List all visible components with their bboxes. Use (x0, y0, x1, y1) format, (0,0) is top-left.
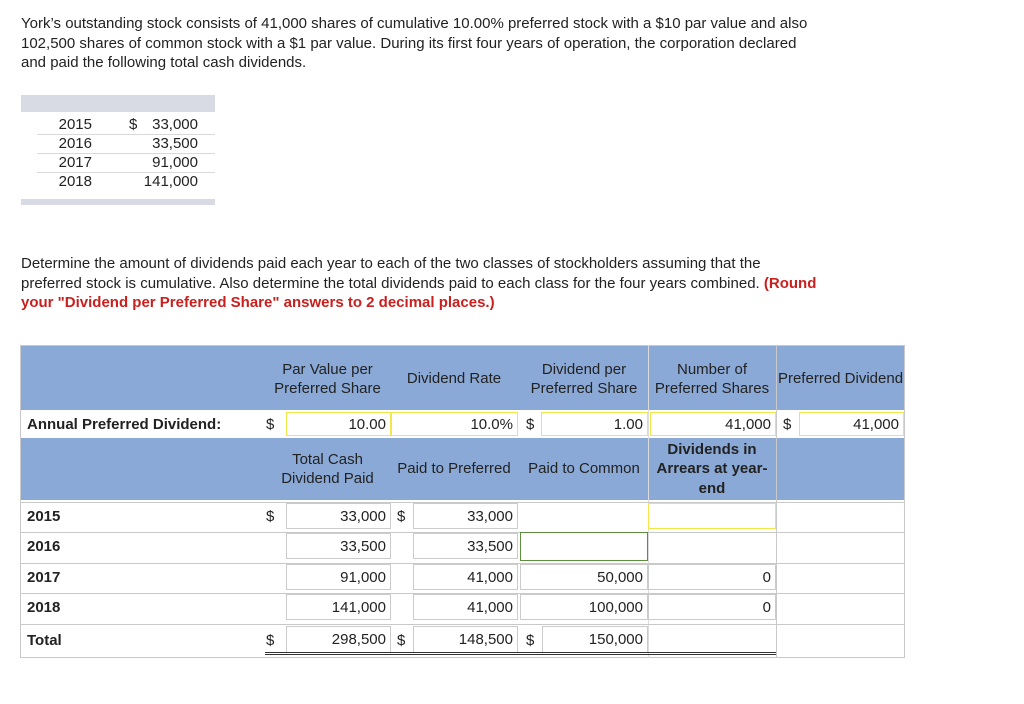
currency-sign: $ (266, 631, 275, 649)
schedule-amount: 91,000 (152, 154, 198, 171)
currency-sign: $ (526, 415, 535, 433)
schedule-year: 2015 (58, 116, 92, 133)
currency-sign: $ (526, 631, 535, 649)
paid-common-input-2018[interactable]: 100,000 (520, 594, 648, 620)
par-value-input[interactable]: 10.00 (286, 412, 391, 436)
schedule-amount: 33,000 (152, 116, 198, 133)
paid-common-input-2016[interactable] (520, 532, 648, 561)
schedule-row (21, 172, 215, 191)
arrears-input-2015[interactable] (648, 503, 776, 529)
row-label-2018: 2018 (27, 599, 61, 616)
total-cash-input-2016[interactable]: 33,500 (286, 533, 391, 559)
row-label-total: Total (27, 631, 62, 649)
schedule-footer-bar (21, 199, 215, 205)
paid-common-total[interactable]: 150,000 (542, 626, 648, 652)
col-paid-common-header: Paid to Common (528, 460, 640, 478)
paid-preferred-input-2015[interactable]: 33,000 (413, 503, 518, 529)
col-dividend-per-share-header: Dividend per Preferred Share (530, 360, 638, 397)
col-pref-dividend-header: Preferred Dividend (777, 370, 904, 388)
schedule-row (21, 134, 215, 153)
schedule-year: 2018 (58, 173, 92, 190)
paid-preferred-input-2018[interactable]: 41,000 (413, 594, 518, 620)
dividend-schedule (21, 95, 215, 205)
schedule-row (21, 153, 215, 172)
paid-common-input-2017[interactable]: 50,000 (520, 564, 648, 590)
instructions (21, 254, 821, 313)
paid-preferred-input-2016[interactable]: 33,500 (413, 533, 518, 559)
total-cash-total[interactable]: 298,500 (286, 626, 391, 652)
intro-text: York’s outstanding stock consists of 41,000 shares of cumulative 10.00% preferred stock with a $10 par value and also 102,500 shares of common stock with a $1 par value. During its first four years of operation, the corporation declared and paid the following total cash dividends. (21, 15, 808, 71)
total-cash-input-2018[interactable]: 141,000 (286, 594, 391, 620)
row-label-2017: 2017 (27, 569, 61, 586)
currency-sign: $ (397, 508, 406, 525)
col-paid-preferred-header: Paid to Preferred (397, 460, 511, 478)
arrears-input-2017[interactable]: 0 (648, 564, 776, 590)
rounding-note: (Round your "Dividend per Preferred Share" answers to 2 decimal places.) (21, 274, 817, 311)
col-total-cash-header: Total Cash Dividend Paid (281, 450, 374, 487)
col-arrears-header: Dividends in Arrears at year-end (656, 440, 768, 497)
schedule-currency: $ (129, 116, 138, 133)
annual-dividend-label: Annual Preferred Dividend: (27, 415, 222, 433)
arrears-input-2018[interactable]: 0 (648, 594, 776, 620)
dividend-worksheet (20, 345, 905, 658)
dividend-rate-input[interactable]: 10.0% (391, 412, 518, 436)
currency-sign: $ (397, 631, 406, 649)
paid-preferred-input-2017[interactable]: 41,000 (413, 564, 518, 590)
paid-preferred-total[interactable]: 148,500 (413, 626, 518, 652)
currency-sign: $ (783, 415, 792, 433)
double-underline (265, 652, 776, 655)
total-cash-input-2015[interactable]: 33,000 (286, 503, 391, 529)
preferred-dividend-input[interactable]: 41,000 (799, 412, 904, 436)
schedule-header-bar (21, 95, 215, 112)
schedule-row (21, 115, 215, 134)
schedule-year: 2016 (58, 135, 92, 152)
col-par-value-header: Par Value per Preferred Share (274, 360, 381, 397)
schedule-year: 2017 (58, 154, 92, 171)
instructions-text: Determine the amount of dividends paid each year to each of the two classes of stockholders assuming that the preferred stock is cumulative. Also determine the total dividends paid to each class for the four years combined. (21, 255, 761, 292)
row-label-2016: 2016 (27, 538, 61, 555)
num-shares-input[interactable]: 41,000 (650, 412, 776, 436)
currency-sign: $ (266, 508, 275, 525)
problem-intro (21, 14, 821, 73)
col-num-shares-header: Number of Preferred Shares (654, 360, 770, 397)
total-cash-input-2017[interactable]: 91,000 (286, 564, 391, 590)
dividend-per-share-input[interactable]: 1.00 (541, 412, 648, 436)
row-label-2015: 2015 (27, 508, 61, 525)
currency-sign: $ (266, 415, 275, 433)
schedule-amount: 141,000 (143, 173, 198, 190)
col-dividend-rate-header: Dividend Rate (406, 370, 502, 388)
schedule-amount: 33,500 (152, 135, 198, 152)
